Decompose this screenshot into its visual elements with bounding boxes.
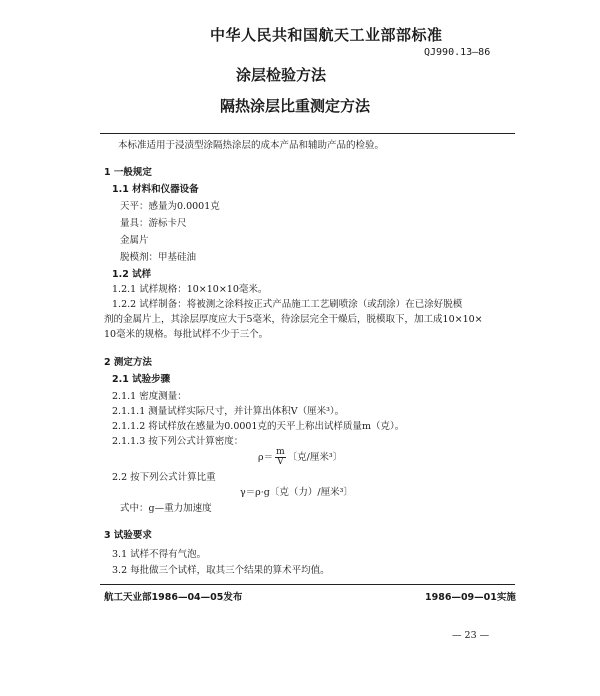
item-balance: 天平：感量为0.0001克 [120,201,220,212]
top-divider [100,133,515,134]
effective-date: 1986—09—01实施 [425,592,516,603]
density-denominator: V [277,457,284,467]
issue-date: 航工天业部1986—04—05发布 [104,592,243,603]
clause-3-2: 3.2 每批做三个试样，取其三个结果的算术平均值。 [112,565,330,576]
clause-1-2-1: 1.2.1 试样规格：10×10×10毫米。 [112,284,268,295]
clause-2-1-1-1: 2.1.1.1 测量试样实际尺寸，并计算出体积V（厘米³）。 [112,406,345,417]
section-1-1-heading: 1.1 材料和仪器设备 [112,184,199,195]
clause-1-2-2-line-3: 10毫米的规格。每批试样不少于三个。 [104,329,269,340]
clause-2-1-1-2: 2.1.1.2 将试样放在感量为0.0001克的天平上称出试样质量m（克）。 [112,421,405,432]
item-release-agent: 脱模剂：甲基硅油 [120,252,197,263]
clause-2-2: 2.2 按下列公式计算比重 [112,472,216,483]
standard-org-title: 中华人民共和国航天工业部部标准 [210,26,443,44]
density-formula-lhs: ρ＝ [258,452,274,463]
clause-1-2-2-line-2: 剂的金属片上，其涂层厚度应大于5毫米，待涂层完全干燥后，脱模取下，加工成10×10× [104,314,483,325]
title-line-1: 涂层检验方法 [236,66,327,84]
footer-divider [100,584,515,585]
clause-3-1: 3.1 试样不得有气泡。 [112,549,207,560]
section-2-heading: 2 测定方法 [104,357,152,368]
intro-scope: 本标准适用于浸渍型涂隔热涂层的成本产品和辅助产品的检验。 [118,140,385,151]
section-3-heading: 3 试验要求 [104,530,152,541]
density-formula-unit: 〔克/厘米³〕 [287,452,343,463]
clause-1-2-2-line-1: 1.2.2 试样制备：将被测之涂料按正式产品施工工艺刷喷涂（或刮涂）在已涂好脱模 [112,299,463,310]
density-fraction [275,448,286,467]
page-number: — 23 — [452,630,490,641]
section-1-2-heading: 1.2 试样 [112,269,152,280]
standard-code: QJ990.13—86 [424,47,491,58]
section-2-1-heading: 2.1 试验步骤 [112,374,171,385]
section-1-heading: 1 一般规定 [104,167,152,178]
formula-where-note: 式中：g—重力加速度 [120,503,212,514]
item-metal-plate: 金属片 [120,235,149,246]
clause-2-1-1: 2.1.1 密度测量： [112,391,187,402]
item-gauge: 量具：游标卡尺 [120,218,187,229]
title-line-2: 隔热涂层比重测定方法 [220,97,371,115]
clause-2-1-1-3: 2.1.1.3 按下列公式计算密度： [112,436,244,447]
density-numerator: m [276,447,285,457]
specific-gravity-formula: γ＝ρ·g〔克（力）/厘米³〕 [240,487,353,498]
density-formula [258,448,342,467]
